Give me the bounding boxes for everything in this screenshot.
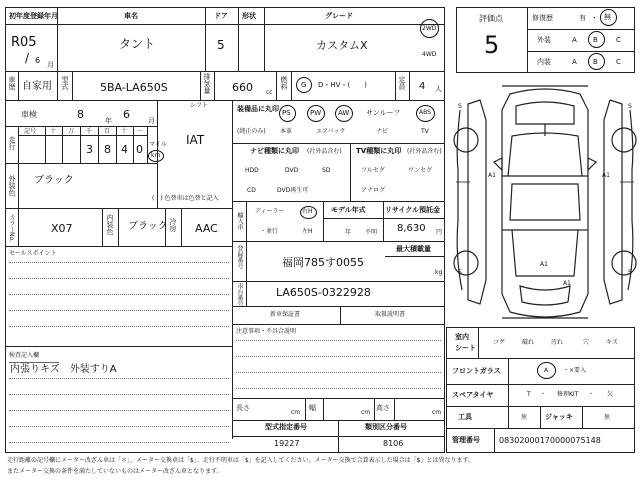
spare-t: T: [527, 391, 531, 398]
import-right: 右H: [302, 208, 313, 215]
manual: 取扱説明書: [375, 311, 406, 318]
category-value: 8106: [383, 439, 404, 448]
model-year-label: モデル年式: [331, 206, 366, 214]
mileage-digit-3: 4: [121, 143, 128, 156]
interior-grade-c: C: [616, 58, 621, 66]
first-registration-month-unit: 月: [47, 61, 54, 69]
notes-label: 注意事項・不具合説明: [236, 328, 297, 335]
import-left: 左H: [302, 228, 313, 235]
diagram-mark-4: A1: [563, 280, 571, 287]
navi-hdd: HDD: [245, 167, 259, 174]
shift-label: シフト: [190, 102, 209, 109]
tv-sub: (社外品含む): [407, 148, 442, 155]
equip-leather: 本革: [280, 128, 293, 135]
interior-color-value: ブラック: [128, 221, 168, 232]
mileage-unit-2: 万: [68, 128, 75, 135]
inspector-notes-label: 検査記入欄: [9, 352, 40, 359]
repair-history-label: 修復歴: [532, 14, 553, 22]
navi-sd: SD: [322, 167, 331, 174]
first-registration-label: 初年度登録年月: [9, 12, 58, 20]
inspector-notes-value: 内張りキズ 外装すりA: [10, 364, 117, 375]
spare-kit: 修理KIT: [557, 391, 579, 398]
mileage-unit-1: 十: [50, 128, 57, 135]
chassis-label: 車台番号: [236, 283, 243, 307]
capacity-label: 定員: [398, 76, 406, 90]
car-name-value: タント: [119, 37, 156, 51]
management-no-label: 管理番号: [452, 436, 480, 444]
seat-hole: 穴: [583, 339, 590, 346]
inspection-label: 車検: [21, 110, 37, 119]
fuel-options: D・HV・( ): [318, 81, 367, 89]
model-value: 5BA-LA650S: [100, 81, 168, 94]
tools-label: 工具: [458, 413, 472, 421]
aircon-label: 冷房: [169, 218, 177, 232]
registration-label: 登録番号: [236, 245, 243, 269]
capacity-value: 4: [419, 81, 426, 92]
interior-grade-label: 内装: [537, 58, 551, 66]
navi-title: ナビ種類に丸印: [250, 147, 299, 155]
height-unit: cm: [432, 409, 442, 416]
navi-cd: CD: [247, 187, 256, 194]
equip-abs: ABS: [419, 109, 431, 116]
grade-label: グレード: [325, 12, 353, 20]
interior-grade-a: A: [572, 58, 577, 66]
equip-pw: PW: [310, 109, 322, 117]
new-warranty: 新車保証書: [270, 311, 301, 318]
displacement-label: 排気量: [203, 73, 211, 94]
first-registration-month: 6: [35, 56, 41, 65]
inspection-month: 6: [123, 108, 130, 121]
grade-value: カスタムX: [316, 39, 368, 52]
management-no-value: 08302000170000075148: [499, 436, 601, 445]
evaluation-score: 5: [484, 31, 500, 59]
interior-grade-b: B: [593, 58, 598, 66]
windshield-a: A: [544, 367, 549, 374]
width-label: 幅: [309, 404, 316, 412]
import-dealer: ディーラー: [255, 208, 285, 215]
max-load-label: 最大積載量: [396, 245, 431, 253]
diagram-s-1: S: [458, 103, 462, 110]
height-label: 高さ: [376, 404, 390, 412]
seat-tear: 破れ: [522, 339, 535, 346]
repair-yes: 有: [579, 14, 586, 22]
recycle-label: リサイクル預託金: [385, 206, 441, 214]
max-load-unit: kg: [435, 269, 443, 276]
exterior-grade-c: C: [616, 36, 621, 44]
color-no-value: X07: [51, 222, 73, 235]
width-unit: cm: [361, 409, 371, 416]
displacement-unit: cc: [266, 89, 273, 96]
jack-value: 無: [604, 414, 611, 421]
diagram-s-4: S: [628, 269, 632, 276]
tv-analog: アナログ: [361, 187, 386, 194]
equip-ps: PS: [282, 109, 291, 117]
diagram-s-3: S: [458, 269, 462, 276]
drive-4wd: 4WD: [422, 51, 437, 58]
registration-value: 福岡785す0055: [282, 256, 364, 269]
mileage-unit-6: 一: [137, 128, 144, 135]
tools-value: 無: [521, 414, 528, 421]
model-label: 型式: [61, 76, 69, 90]
spare-sep2: ・: [588, 391, 595, 398]
diagram-mark-3: A1: [540, 261, 548, 268]
exterior-color-label: 外装色: [8, 175, 16, 196]
navi-sub: (社外品含む): [307, 148, 342, 155]
shift-value: IAT: [186, 133, 205, 147]
diagram-mark-1: A1: [488, 172, 496, 179]
repair-no: 無: [604, 13, 611, 21]
import-parallel: ・並行: [260, 228, 279, 235]
capacity-unit: 人: [435, 85, 442, 93]
drive-2wd: 2WD: [422, 25, 437, 32]
footer-note-1: 走行距離の記号欄にメーター改ざん車は「＊」、メーター交換車は「$」、走行不明車は「$」を記入してください。メーター交換で合算表示した場合は「$」とは異なります。: [7, 457, 474, 464]
windshield-label: フロントガラス: [452, 367, 501, 375]
car-history-value: 自家用: [22, 81, 52, 92]
windshield-rest: ・×要入: [563, 367, 587, 374]
interior-color-label: 内装色: [106, 214, 114, 235]
aircon-value: AAC: [195, 222, 218, 235]
first-registration-year: R05: [11, 35, 37, 50]
diagram-s-2: S: [628, 103, 632, 110]
mileage-unit-4: 百: [104, 128, 111, 135]
exterior-grade-label: 外装: [537, 36, 551, 44]
mileage-digit-1: 3: [86, 143, 93, 156]
equip-sunroof: サンルーフ: [366, 109, 401, 117]
evaluation-label: 評価点: [479, 14, 503, 23]
inspection-month-unit: 月: [148, 117, 155, 125]
exterior-color-note: ( ) 色替車は色替と記入: [152, 195, 219, 202]
fuel-label: 燃料: [280, 76, 288, 90]
recycle-unit: 円: [436, 229, 443, 236]
jack-label: ジャッキ: [545, 413, 573, 421]
type-designation-label: 型式指定番号: [265, 423, 307, 431]
equip-airbag: エアバック: [316, 128, 346, 135]
repair-separator: ・: [591, 14, 598, 22]
mileage-unit-5: 十: [121, 128, 128, 135]
spare-tire-label: スペアタイヤ: [452, 391, 494, 399]
inspection-year: 8: [77, 108, 84, 121]
mileage-mile-label: マイル: [149, 141, 167, 148]
length-unit: cm: [291, 409, 301, 416]
car-history-label: 車歴: [8, 76, 16, 90]
category-label: 類別区分番号: [365, 423, 407, 431]
mileage-digit-2: 8: [104, 143, 111, 156]
mileage-unit-0: 記号: [24, 128, 37, 135]
equip-tv: TV: [421, 128, 429, 135]
door-value: 5: [217, 38, 225, 52]
import-label: 輸入車: [236, 212, 243, 230]
model-year-unit: 年: [345, 229, 352, 236]
seat-scratch: キズ: [606, 339, 618, 346]
equip-aw: AW: [338, 109, 350, 117]
tv-oneseg: ワンセグ: [408, 167, 433, 174]
seat-label-1: 室内: [455, 333, 469, 341]
equipment-title: 装備品に丸印: [237, 105, 279, 113]
car-name-label: 車名: [124, 12, 138, 20]
navi-dvd-play: DVD再生可: [277, 187, 309, 194]
seat-label: シート: [455, 344, 476, 352]
sales-point-label: セールスポイント: [9, 250, 57, 257]
model-year-unknown: 不明: [365, 229, 378, 236]
diagram-mark-2: A1: [602, 172, 610, 179]
displacement-value: 660: [232, 81, 253, 94]
mileage-km: km: [151, 152, 161, 159]
door-label: ドア: [214, 12, 228, 20]
exterior-grade-b: B: [593, 36, 598, 44]
equip-navi: ナビ: [376, 128, 389, 135]
exterior-color-value: ブラック: [34, 175, 74, 186]
type-designation-value: 19227: [274, 439, 300, 448]
tv-fullseg: フルセグ: [361, 167, 385, 174]
seat-burn: コゲ: [493, 339, 506, 346]
mileage-digit-4: 0: [136, 143, 143, 156]
tv-title: TV種類に丸印: [356, 147, 402, 155]
fuel-g: G: [301, 81, 307, 89]
color-no-label: カラーNo.: [8, 214, 15, 242]
spare-none: 欠: [607, 391, 614, 398]
chassis-value: LA650S-0322928: [276, 286, 371, 299]
mileage-unit-3: 千: [86, 128, 93, 135]
shape-label: 形状: [242, 12, 256, 20]
footer-note-2: またメーター交換の条件を満たしていないものはメーター改ざん車となります。: [7, 468, 223, 475]
equipment-sub: (純正のみ): [237, 128, 266, 135]
mileage-label: 走行: [8, 136, 16, 150]
exterior-grade-a: A: [572, 36, 577, 44]
car-damage-diagram: [450, 80, 640, 324]
recycle-value: 8,630: [397, 223, 426, 234]
first-registration-month-slash: /: [25, 51, 30, 65]
seat-stain: 汚れ: [551, 339, 564, 346]
length-label: 長さ: [236, 404, 250, 412]
inspection-year-unit: 年: [105, 117, 112, 125]
spare-sep1: ・: [540, 391, 547, 398]
navi-dvd: DVD: [285, 167, 299, 174]
